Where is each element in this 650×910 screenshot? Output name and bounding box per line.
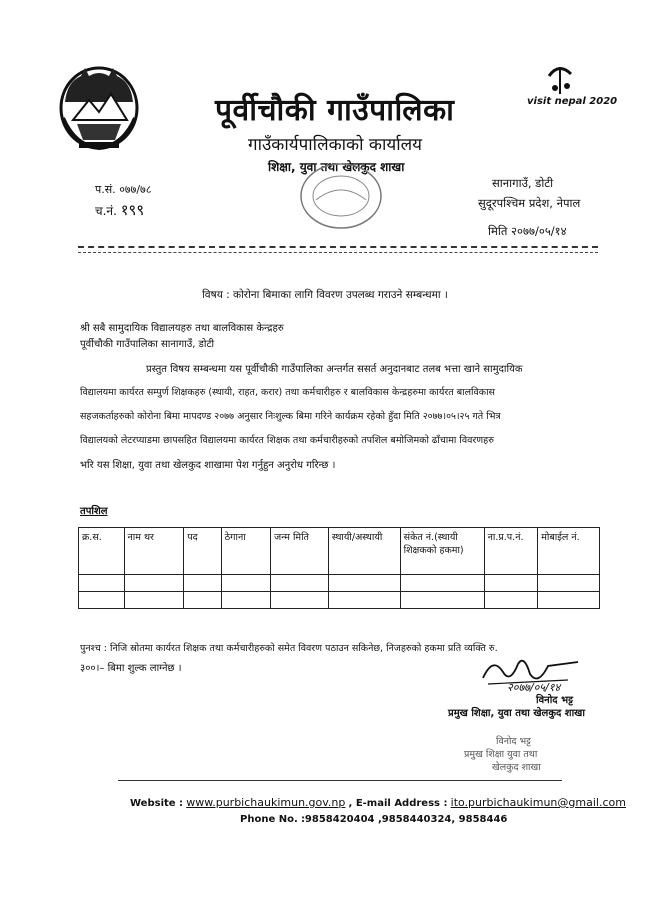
footer-contact [130,796,626,809]
body-line4: विद्यालयको लेटरप्याडमा छापसहित विद्यालयमा कार्यरत शिक्षक तथा कर्मचारीहरुको तपशिल बमोजिमको ढाँचामा विवरणहरु [80,435,494,446]
date-label: मिति [488,224,508,238]
table-cell [79,592,125,609]
col-address: ठेगाना [221,528,271,575]
address-line1: सानागाउँ, डोटी [492,176,554,190]
signatory-designation: प्रमुख शिक्षा, युवा तथा खेलकुद शाखा [448,708,585,719]
table-cell [221,575,271,592]
table-cell [328,575,400,592]
table-cell [221,592,271,609]
visit-nepal-logo [527,58,618,118]
details-table [78,527,600,609]
table-cell [400,575,484,592]
table-cell [484,592,538,609]
col-name: नाम थर [124,528,184,575]
reference-ps [95,182,152,197]
stamp-line2: प्रमुख शिक्षा युवा तथा [464,749,538,760]
visit-nepal-text: visit nepal 2020 [527,96,618,107]
date-line [488,224,567,239]
table-caption: तपशिल [80,506,108,517]
date-value: २०७७/०५/१४ [511,224,567,238]
table-cell [328,592,400,609]
office-seal-icon [296,160,386,232]
table-cell [271,592,329,609]
cn-label: च.नं. [95,204,117,218]
page-title: पूर्वीचौकी गाउँपालिका [215,93,455,128]
postscript-line2: ३००।– बिमा शुल्क लाग्नेछ । [80,663,182,674]
col-permanent: स्थायी/अस्थायी [328,528,400,575]
col-code: संकेत नं.(स्थायी शिक्षकको हकमा) [400,528,484,575]
header-divider-2 [78,252,598,253]
col-dob: जन्म मिति [271,528,329,575]
table-cell [79,575,125,592]
body-line5: भरि यस शिक्षा, युवा तथा खेलकुद शाखामा पेश गर्नुहुन अनुरोध गरिन्छ । [80,460,336,471]
email-label: , E-mail Address : [348,798,448,809]
phone-label: Phone No. [240,814,298,825]
stamp-line1: विनोद भट्ट [496,736,531,747]
header-divider [78,246,598,248]
col-post: पद [184,528,221,575]
website-link[interactable]: www.purbichaukimun.gov.np [186,796,346,809]
cn-value: १९९ [120,201,145,219]
phone-value: :9858420404 ,9858440324, 9858446 [300,814,508,825]
col-serial: क्र.स. [79,528,125,575]
table-cell [538,592,600,609]
col-mobile: मोबाईल नं. [538,528,600,575]
table-cell [271,575,329,592]
signatory-name: विनोद भट्ट [536,695,574,706]
footer-divider [118,780,562,781]
branch-name: शिक्षा, युवा तथा खेलकुद शाखा [268,160,405,174]
footer-phone [240,814,507,825]
subject-line: विषय : कोरोना बिमाका लागि विवरण उपलब्ध गराउने सम्बन्धमा । [202,289,448,301]
website-label: Website : [130,798,184,809]
ps-label: प.सं. [95,183,116,196]
office-name: गाउँकार्यपालिकाको कार्यालय [248,135,423,155]
postscript-line1: पुनश्च : निजि स्रोतमा कार्यरत शिक्षक तथा कर्मचारीहरुको समेत विवरण पठाउन सकिनेछ, निजहरुको हकमा प्रति व्यक्ति रु. [80,643,498,654]
stamp-line3: खेलकुद शाखा [492,762,541,773]
recipient-line1: श्री सबै सामुदायिक विद्यालयहरु तथा बालविकास केन्द्रहरु [80,323,284,334]
table-row [79,575,600,592]
umbrella-icon [527,58,597,98]
recipient-line2: पूर्वीचौकी गाउँपालिका सानागाउँ, डोटी [80,339,215,350]
table-header-row [79,528,600,575]
signature-date-scribble: २०७७/०५/१४ [507,681,561,694]
body-line1: प्रस्तुत विषय सम्बन्धमा यस पूर्वीचौकी गाउँपालिका अन्तर्गत ससर्त अनुदानबाट तलब भत्ता खाने सामुदायिक [146,364,523,375]
table-cell [184,592,221,609]
table-cell [124,575,184,592]
body-line2: विद्यालयमा कार्यरत सम्पुर्ण शिक्षकहरु (स्थायी, राहत, करार) तथा कर्मचारीहरु र बालविकास केन्द्रहरुमा कार्यरत बालविकास [80,387,495,398]
email-link[interactable]: ito.purbichaukimun@gmail.com [450,796,626,809]
address-line2: सुदूरपश्चिम प्रदेश, नेपाल [478,196,581,210]
reference-cn [95,200,144,220]
table-cell [484,575,538,592]
table-row [79,592,600,609]
ps-value: ०७७/७८ [119,183,152,196]
body-line3: सहजकर्ताहरुको कोरोना बिमा मापदण्ड २०७७ अनुसार निःशुल्क बिमा गरिने कार्यक्रम रहेको हुँदा मिति २०७७।०५।२५ गते भित्र [80,411,501,422]
table-cell [538,575,600,592]
table-cell [124,592,184,609]
col-citizenship: ना.प्र.प.नं. [484,528,538,575]
table-cell [400,592,484,609]
table-cell [184,575,221,592]
nepal-emblem-icon [55,62,143,154]
